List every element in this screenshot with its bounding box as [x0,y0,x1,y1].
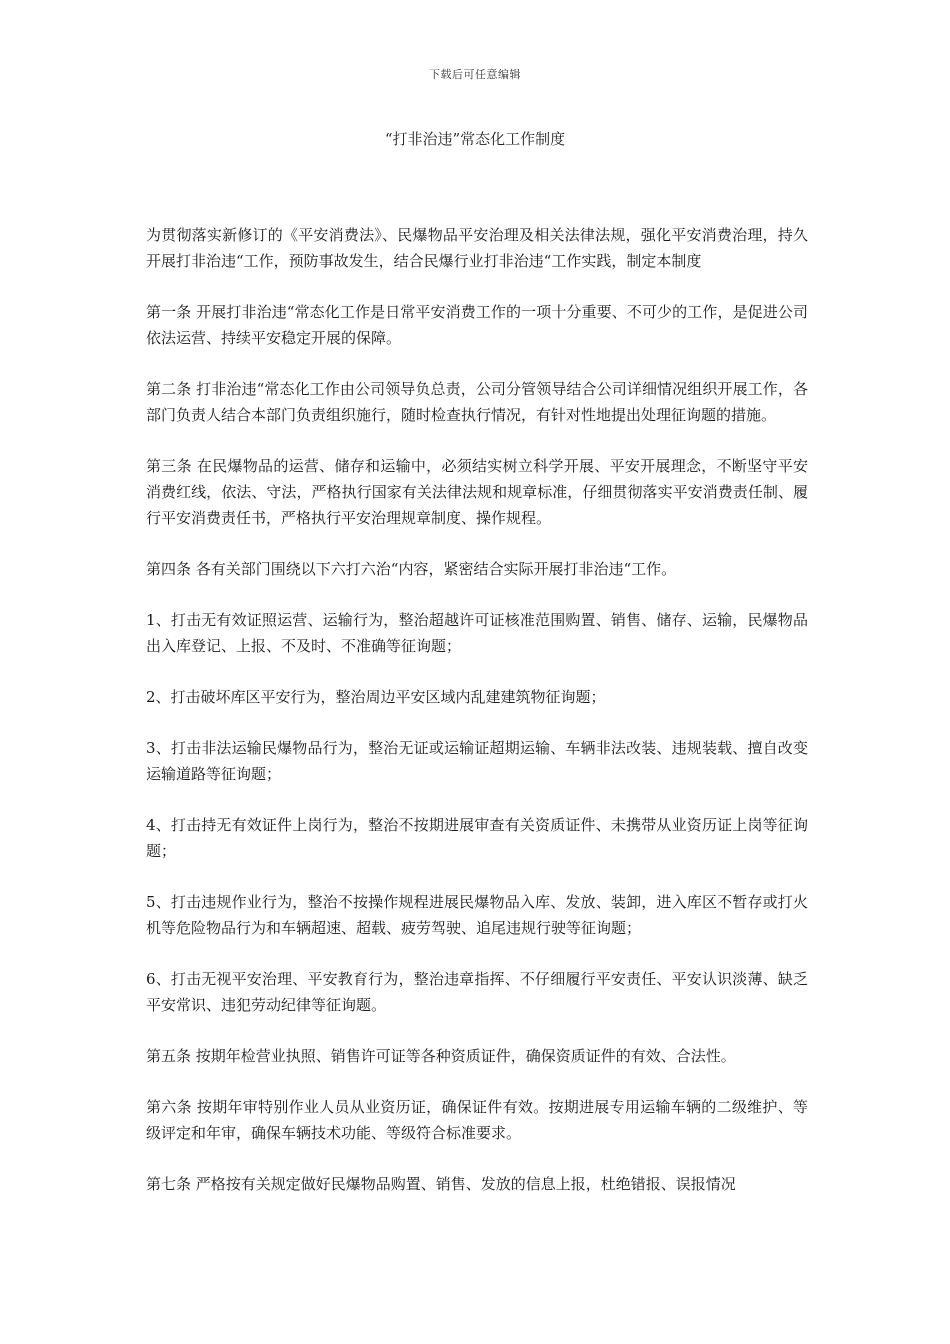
paragraph-article-2: 第二条 打非治违“常态化工作由公司领导负总责，公司分管领导结合公司详细情况组织开展工作，各部门负责人结合本部门负责组织施行，随时检查执行情况，有针对性地提出处理征询题的措施。 [146,380,808,424]
header-note: 下载后可任意编辑 [429,68,521,81]
list-item-5: 5、打击违规作业行为，整治不按操作规程进展民爆物品入库、发放、装卸，进入库区不暂存或打火机等危险物品行为和车辆超速、超载、疲劳驾驶、追尾违规行驶等征询题； [146,893,808,937]
paragraph-article-3: 第三条 在民爆物品的运营、储存和运输中，必须结实树立科学开展、平安开展理念，不断坚守平安消费红线，依法、守法，严格执行国家有关法律法规和规章标准，仔细贯彻落实平安消费责任制、履行平安消费责任书，严格执行平安治理规章制度、操作规程。 [146,457,808,527]
document-title: “打非治违”常态化工作制度 [384,130,566,148]
paragraph-intro: 为贯彻落实新修订的《平安消费法》、民爆物品平安治理及相关法律法规，强化平安消费治理，持久开展打非治违“工作，预防事故发生，结合民爆行业打非治违“工作实践，制定本制度 [146,226,808,270]
paragraph-article-7: 第七条 严格按有关规定做好民爆物品购置、销售、发放的信息上报，杜绝错报、误报情况 [146,1175,736,1193]
document-body [146,222,808,1222]
list-item-6: 6、打击无视平安治理、平安教育行为，整治违章指挥、不仔细履行平安责任、平安认识淡薄、缺乏平安常识、违犯劳动纪律等征询题。 [146,970,808,1014]
paragraph-article-4: 第四条 各有关部门围绕以下六打六治“内容，紧密结合实际开展打非治违“工作。 [146,560,677,578]
list-item-4: 4、打击持无有效证件上岗行为，整治不按期进展审查有关资质证件、未携带从业资历证上岗等征询题； [146,816,808,860]
paragraph-article-5: 第五条 按期年检营业执照、销售许可证等各种资质证件，确保资质证件的有效、合法性。 [146,1047,736,1065]
list-item-2: 2、打击破坏库区平安行为，整治周边平安区域内乱建建筑物征询题； [146,688,606,706]
paragraph-article-1: 第一条 开展打非治违“常态化工作是日常平安消费工作的一项十分重要、不可少的工作，是促进公司依法运营、持续平安稳定开展的保障。 [146,303,808,347]
paragraph-article-6: 第六条 按期年审特别作业人员从业资历证，确保证件有效。按期进展专用运输车辆的二级维护、等级评定和年审，确保车辆技术功能、等级符合标准要求。 [146,1098,808,1142]
list-item-1: 1、打击无有效证照运营、运输行为，整治超越许可证核准范围购置、销售、储存、运输，民爆物品出入库登记、上报、不及时、不准确等征询题； [146,611,808,655]
list-item-3: 3、打击非法运输民爆物品行为，整治无证或运输证超期运输、车辆非法改装、违规装载、擅自改变运输道路等征询题； [146,739,808,783]
